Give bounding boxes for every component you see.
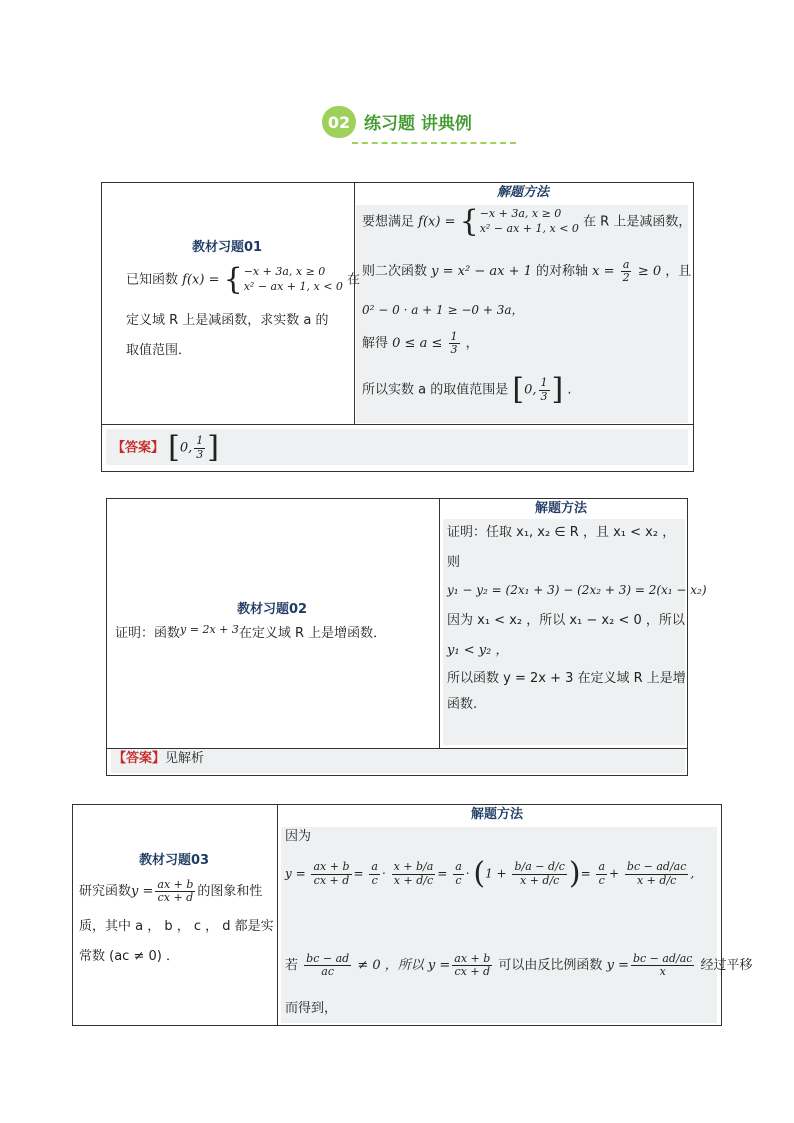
problem-1-line2: 定义域 R 上是减函数，求实数 a 的 bbox=[126, 313, 329, 328]
problem-2-box bbox=[106, 498, 707, 776]
section-title: 练习题 讲典例 bbox=[364, 114, 472, 134]
method-2-shade bbox=[443, 519, 685, 745]
problem-1-statement: 已知函数 f(x) = { −x + 3a, x ≥ 0 x² − ax + 1, x < 0 在 bbox=[126, 262, 361, 297]
section-heading bbox=[322, 106, 497, 138]
section-underline bbox=[352, 142, 516, 144]
problem-2-title: 教材习题02 bbox=[237, 602, 308, 617]
method-1-line2: 则二次函数 y = x² − ax + 1 的对称轴 x = $\frac{a}{2}$ ≥ 0 ，且 bbox=[362, 258, 692, 285]
method-2-title: 解题方法 bbox=[535, 501, 588, 516]
method-3-line3: 若 $\frac{bc - ad}{ac}$ ≠ 0 ，所以 y = $\frac{ax + b}{cx + d}$ 可以由反比例函数 y = $\frac{bc - ad/ac}{x}$ 经过平移 bbox=[285, 952, 753, 979]
problem-3-statement: 研究函数y = $\frac{ax + b}{cx + d}$ 的图象和性 bbox=[79, 878, 263, 905]
problem-3-line2: 质，其中 a ， b ， c ， d 都是实 bbox=[79, 919, 274, 934]
method-3-line1: 因为 bbox=[285, 829, 312, 844]
problem-1-title: 教材习题01 bbox=[192, 240, 263, 255]
method-1-title: 解题方法 bbox=[497, 185, 550, 200]
method-1-line5: 所以实数 a 的取值范围是 [0, $\frac{1}{3}$ ] . bbox=[362, 372, 572, 407]
answer-1: 【答案】 [0, $\frac{1}{3}$ ] bbox=[112, 430, 219, 465]
method-3-shade bbox=[281, 827, 717, 1023]
method-1-line1: 要想满足 f(x) = { −x + 3a, x ≥ 0 x² − ax + 1, x < 0 在 R 上是减函数， bbox=[362, 204, 692, 239]
problem-3-title: 教材习题03 bbox=[139, 853, 210, 868]
problem-1-box bbox=[101, 182, 694, 472]
method-1-line3: 0² − 0 · a + 1 ≥ −0 + 3a， bbox=[362, 303, 524, 317]
section-number-badge: 02 bbox=[322, 106, 356, 138]
method-3-title: 解题方法 bbox=[471, 807, 524, 822]
method-1-line4: 解得 0 ≤ a ≤ $\frac{1}{3}$ ， bbox=[362, 330, 479, 357]
problem-3-line3: 常数 (ac ≠ 0) ． bbox=[79, 949, 179, 964]
problem-2-statement: 证明：函数$^{y = 2x + 3}$在定义域 R 上是增函数． bbox=[115, 623, 387, 641]
method-2-line4: 因为 x₁ < x₂ ，所以 x₁ − x₂ < 0 ，所以 bbox=[447, 613, 685, 628]
answer-2: 【答案】见解析 bbox=[113, 751, 205, 766]
method-2-line5: y₁ < y₂ ， bbox=[447, 643, 509, 658]
method-2-line7: 函数. bbox=[447, 697, 478, 712]
method-3-equation: y = $\frac{ax + b}{cx + d}$ = $\frac{a}{c}$ · $\frac{x + b/a}{x + d/c}$ = $\frac{a}{c}$ · (1 + $\frac{b/a - d/c}{x + d/c}$ )= $\frac{a}{c}$ + $\frac{bc - ad/ac}{x + d/c}$ , bbox=[285, 856, 695, 891]
method-2-line6: 所以函数 y = 2x + 3 在定义域 R 上是增 bbox=[447, 671, 686, 686]
method-2-line2: 则 bbox=[447, 555, 461, 570]
method-3-line4: 而得到， bbox=[285, 1001, 338, 1016]
problem-3-box bbox=[72, 804, 753, 1026]
method-2-line3: y₁ − y₂ = (2x₁ + 3) − (2x₂ + 3) = 2(x₁ − x₂) bbox=[447, 583, 707, 597]
problem-1-line3: 取值范围． bbox=[126, 343, 192, 358]
method-2-line1: 证明：任取 x₁, x₂ ∈ R ，且 x₁ < x₂ ， bbox=[447, 525, 676, 540]
